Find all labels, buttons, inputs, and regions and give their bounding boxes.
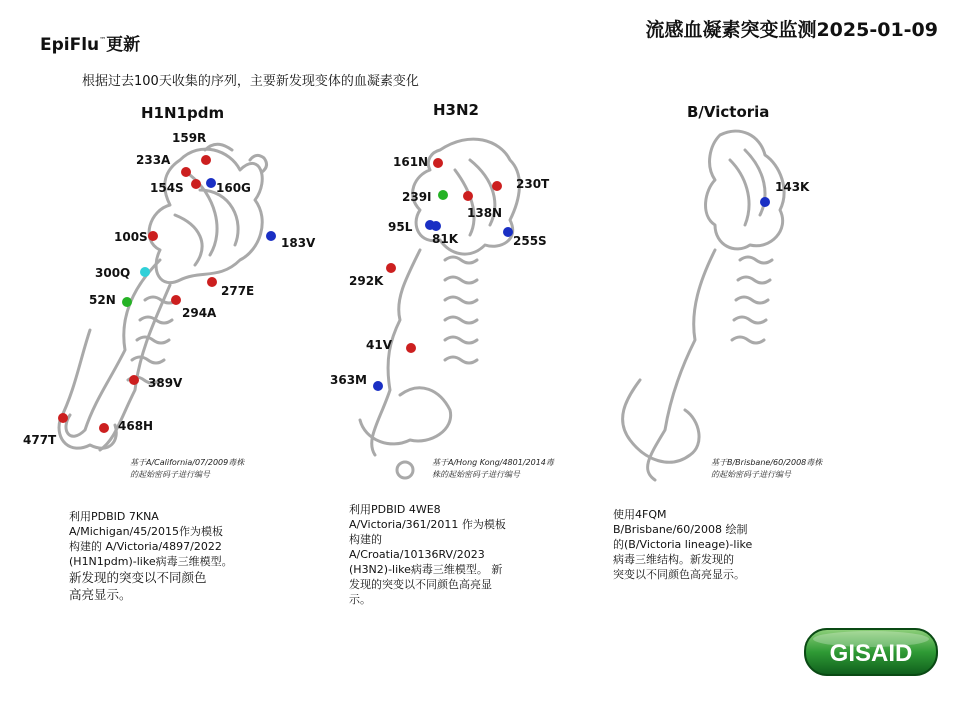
marker-161N: [433, 158, 443, 168]
mutation-label-277E: 277E: [221, 284, 255, 298]
mutation-label-233A: 233A: [136, 153, 171, 167]
mutation-label-161N: 161N: [393, 155, 429, 169]
desc-line: (H1N1pdm)-like病毒三维模型。: [69, 555, 233, 568]
numbering-note-h1n1: [130, 457, 244, 481]
mutation-label-100S: 100S: [114, 230, 148, 244]
mutation-label-363M: 363M: [330, 373, 367, 387]
note-line: 基于A/Hong Kong/4801/2014毒: [432, 458, 554, 467]
desc-line: A/Michigan/45/2015作为模板: [69, 525, 223, 538]
bvictoria-markers: [760, 197, 770, 207]
mutation-label-300Q: 300Q: [95, 266, 131, 280]
mutation-label-230T: 230T: [516, 177, 550, 191]
desc-line: 构建的 A/Victoria/4897/2022: [69, 540, 222, 553]
marker-468H: [99, 423, 109, 433]
description-h1n1: [69, 509, 259, 603]
marker-233A: [181, 167, 191, 177]
mutation-label-294A: 294A: [182, 306, 217, 320]
desc-line: A/Croatia/10136RV/2023: [349, 548, 485, 561]
marker-277E: [207, 277, 217, 287]
desc-line: 利用PDBID 4WE8: [349, 503, 441, 516]
note-line: 株的起始密码子进行编号: [432, 470, 520, 479]
marker-159R: [201, 155, 211, 165]
mutation-label-41V: 41V: [366, 338, 392, 352]
marker-230T: [492, 181, 502, 191]
marker-300Q: [140, 267, 150, 277]
numbering-note-bvictoria: [711, 457, 822, 481]
desc-line: 病毒三维结构。新发现的: [613, 553, 734, 566]
marker-52N: [122, 297, 132, 307]
marker-100S: [148, 231, 158, 241]
mutation-label-183V: 183V: [281, 236, 316, 250]
mutation-label-239I: 239I: [402, 190, 432, 204]
brand-name: EpiFlu: [40, 35, 100, 55]
mutation-label-160G: 160G: [216, 181, 251, 195]
mutation-label-389V: 389V: [148, 376, 183, 390]
mutation-label-159R: 159R: [172, 131, 207, 145]
mutation-label-468H: 468H: [118, 419, 154, 433]
h3n2-markers: [373, 158, 513, 391]
marker-239I: [438, 190, 448, 200]
note-line: 基于B/Brisbane/60/2008毒株: [711, 458, 823, 467]
trademark-mark: ™: [99, 36, 107, 44]
marker-160G: [206, 178, 216, 188]
gisaid-logo: [803, 627, 939, 679]
mutation-label-81K: 81K: [432, 232, 458, 246]
mutation-label-52N: 52N: [89, 293, 116, 307]
page-title: 流感血凝素突变监测2025-01-09: [645, 19, 938, 41]
panel-title-h1n1: H1N1pdm: [141, 104, 225, 122]
desc-line: 示。: [349, 593, 371, 606]
desc-line: 构建的: [349, 533, 382, 546]
marker-255S: [503, 227, 513, 237]
desc-line: (H3N2)-like病毒三维模型。 新: [349, 563, 503, 576]
marker-41V: [406, 343, 416, 353]
desc-line: 的(B/Victoria lineage)-like: [613, 538, 753, 551]
marker-477T: [58, 413, 68, 423]
numbering-note-h3n2: [432, 457, 554, 481]
page-subtitle: 根据过去100天收集的序列，主要新发现变体的血凝素变化: [82, 74, 419, 89]
logo-text: GISAID: [829, 640, 913, 667]
desc-line: A/Victoria/361/2011 作为模板: [349, 518, 506, 531]
description-bvictoria: [613, 507, 813, 582]
brand-suffix: 更新: [106, 35, 141, 55]
marker-363M: [373, 381, 383, 391]
marker-389V: [129, 375, 139, 385]
marker-138N: [463, 191, 473, 201]
note-line: 的起始密码子进行编号: [711, 470, 791, 479]
marker-294A: [171, 295, 181, 305]
mutation-label-255S: 255S: [513, 234, 547, 248]
desc-line: 突变以不同颜色高亮显示。: [613, 568, 745, 581]
desc-line: 使用4FQM: [613, 508, 667, 521]
mutation-label-292K: 292K: [349, 274, 384, 288]
marker-143K: [760, 197, 770, 207]
mutation-label-138N: 138N: [467, 206, 503, 220]
mutation-label-154S: 154S: [150, 181, 184, 195]
desc-line: 利用PDBID 7KNA: [69, 510, 159, 523]
panel-title-h3n2: H3N2: [433, 101, 479, 119]
mutation-label-143K: 143K: [775, 180, 810, 194]
desc-line: 发现的突变以不同颜色高亮显: [349, 578, 492, 591]
note-line: 基于A/California/07/2009毒株: [130, 458, 245, 467]
marker-154S: [191, 179, 201, 189]
marker-81K: [431, 221, 441, 231]
desc-line: B/Brisbane/60/2008 绘制: [613, 523, 748, 536]
mutation-label-477T: 477T: [23, 433, 57, 447]
note-line: 的起始密码子进行编号: [130, 470, 210, 479]
desc-line: 高亮显示。: [69, 587, 132, 602]
mutation-label-95L: 95L: [388, 220, 413, 234]
panel-title-bvictoria: B/Victoria: [687, 103, 770, 121]
desc-line: 新发现的突变以不同颜色: [69, 570, 207, 585]
description-h3n2: [349, 502, 534, 607]
marker-183V: [266, 231, 276, 241]
marker-292K: [386, 263, 396, 273]
